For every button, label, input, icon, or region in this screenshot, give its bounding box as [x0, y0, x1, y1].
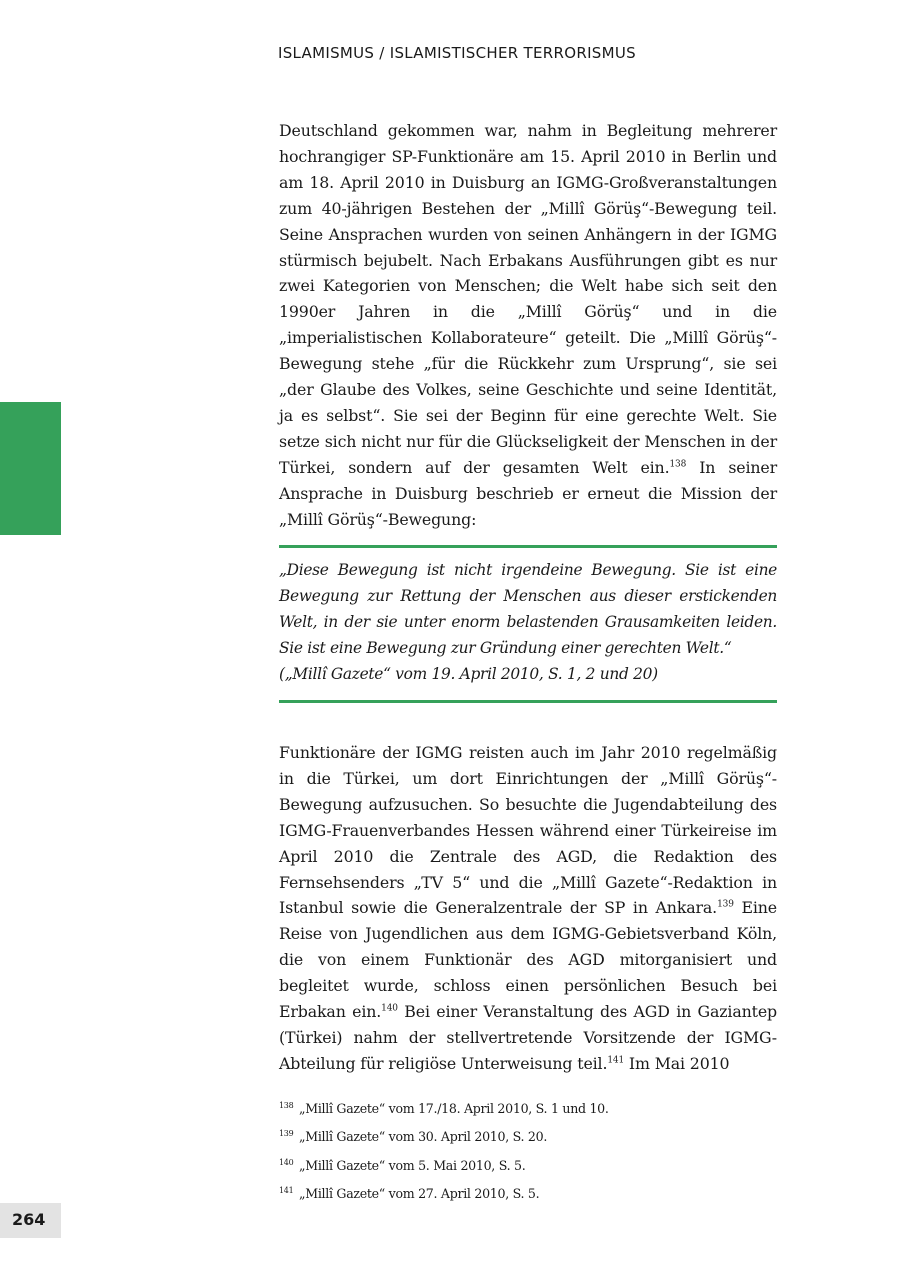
footnote-item — [279, 1127, 777, 1155]
quote-source: („Millî Gazete“ vom 19. April 2010, S. 1, 2 und 20) — [279, 664, 658, 683]
paragraph-2-text-c: Bei einer Veranstaltung des AGD in Gaziantep (Türkei) nahm der stellvertretende Vorsitzende der IGMG-Abteilung für religiöse Unterweisung teil. — [279, 1002, 777, 1073]
footnotes-list — [279, 1099, 777, 1212]
footnote-text: „Millî Gazete“ vom 27. April 2010, S. 5. — [299, 1185, 540, 1201]
footnote-number: 139 — [279, 1129, 294, 1139]
running-header: ISLAMISMUS / ISLAMISTISCHER TERRORISMUS — [278, 44, 636, 62]
footnote-text: „Millî Gazete“ vom 17./18. April 2010, S. 1 und 10. — [299, 1101, 609, 1116]
footnote-item — [279, 1156, 777, 1184]
footnote-item — [279, 1184, 777, 1212]
paragraph-1-text-a: Deutschland gekommen war, nahm in Begleitung mehrerer hochrangiger SP-Funktionäre am 15. April 2010 in Berlin und am 18. April 2010 in Duisburg an IGMG-Großveranstaltungen zum 40-jährigen Bestehen der „Millî Görüş“-Bewegung teil. Seine Ansprachen wurden von seinen Anhängern in der IGMG stürmisch bejubelt. Nach Erbakans Ausführungen gibt es nur zwei Kategorien von Menschen; die Welt habe sich seit den 1990er Jahren in die „Millî Görüş“ und in die „imperialistischen Kollaborateure“ geteilt. Die „Millî Görüş“-Bewegung stehe „für die Rückkehr zum Ursprung“, sie sei „der Glaube des Volkes, seine Geschichte und seine Identität, ja es selbst“. Sie sei der Beginn für eine gerechte Welt. Sie setze sich nicht nur für die Glückseligkeit der Menschen in der Türkei, sondern auf der gesamten Welt ein. — [279, 121, 777, 477]
page-number: 264 — [12, 1210, 46, 1229]
body-paragraph-1 — [279, 118, 777, 533]
quote-rule-bottom — [279, 700, 777, 703]
footnote-ref-141: 141 — [607, 1055, 625, 1066]
paragraph-2-text-d: Im Mai 2010 — [624, 1053, 730, 1073]
quote-rule-top — [279, 545, 777, 548]
footnote-item — [279, 1099, 777, 1127]
footnote-ref-140: 140 — [381, 1003, 398, 1014]
footnote-text: „Millî Gazete“ vom 5. Mai 2010, S. 5. — [299, 1157, 526, 1173]
block-quote — [279, 558, 777, 688]
footnote-text: „Millî Gazete“ vom 30. April 2010, S. 20. — [299, 1129, 548, 1145]
paragraph-1-text-b: In seiner Ansprache in Duisburg beschrieb er erneut die Mission der „Millî Görüş“-Bewegung: — [279, 457, 777, 529]
footnote-ref-139: 139 — [717, 900, 734, 911]
body-paragraph-2 — [279, 740, 777, 1077]
footnote-number: 140 — [279, 1157, 294, 1167]
footnote-ref-138: 138 — [669, 459, 687, 470]
paragraph-2-text-b: Eine Reise von Jugendlichen aus dem IGMG-Gebietsverband Köln, die von einem Funktionär des AGD mitorganisiert und begleitet wurde, schloss einen persönlichen Besuch bei Erbakan ein. — [279, 898, 777, 1022]
page-number-box — [0, 1203, 61, 1238]
quote-text: „Diese Bewegung ist nicht irgendeine Bewegung. Sie ist eine Bewegung zur Rettung der Menschen aus dieser erstickenden Welt, in der sie unter enorm belastenden Grausamkeiten leiden. Sie ist eine Bewegung zur Gründung einer gerechten Welt.“ — [279, 561, 777, 657]
footnote-number: 141 — [279, 1185, 294, 1195]
footnote-number: 138 — [279, 1101, 294, 1110]
paragraph-2-text-a: Funktionäre der IGMG reisten auch im Jahr 2010 regelmäßig in die Türkei, um dort Einrichtungen der „Millî Görüş“-Bewegung aufzusuchen. So besuchte die Jugendabteilung des IGMG-Frauenverbandes Hessen während einer Türkeireise im April 2010 die Zentrale des AGD, die Redaktion des Fernsehsenders „TV 5“ und die „Millî Gazete“-Redaktion in Istanbul sowie die Generalzentrale der SP in Ankara. — [279, 743, 777, 918]
section-tab-marker — [0, 402, 61, 535]
